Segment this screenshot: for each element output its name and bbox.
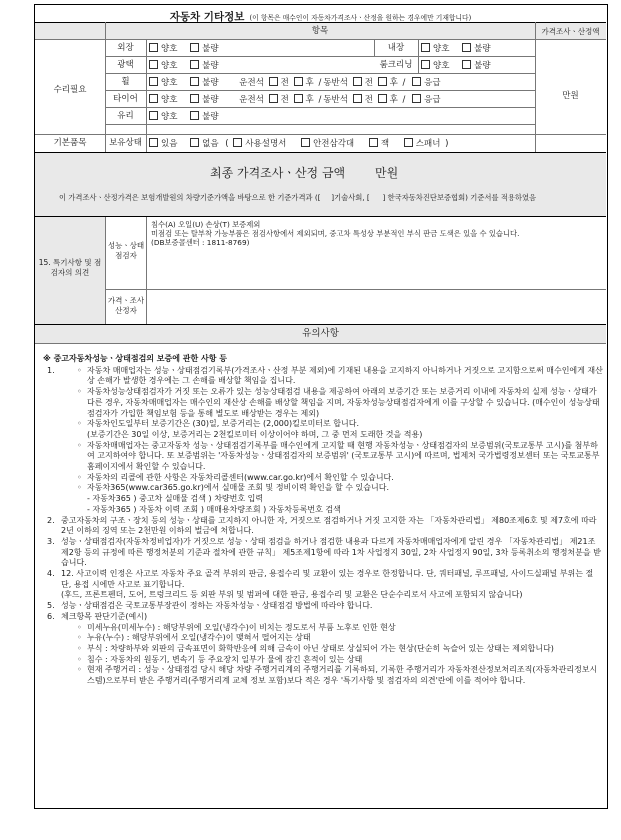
- special-line-1: 침수(A) 오일(U) 손상(T) 보증제외: [151, 220, 261, 229]
- manual-label: 사용설명서: [245, 139, 287, 149]
- notice-6-text: 체크항목 판단기준(예시): [61, 611, 148, 621]
- gloss-bad-checkbox[interactable]: [190, 60, 199, 69]
- final-price-desc: [59, 192, 536, 203]
- notice-2-text: 중고자동차의 구조ㆍ장치 등의 성능ㆍ상태를 고지하지 아니한 자, 거짓으로 점검하거나 거짓 고지한 자는 「자동차관리법」 제80조제6호 및 제7호에 따라 2년 이하의 징역 또는 2천만원 이하의 벌금에 처합니다.: [61, 515, 597, 536]
- front-label: 전: [364, 78, 373, 88]
- notice-item-4: [43, 569, 603, 601]
- jack-label: 잭: [380, 139, 390, 149]
- header-price: 가격조사ㆍ산정액: [541, 27, 600, 36]
- item-number: 3.: [47, 536, 55, 546]
- price-won-label: 만원: [562, 91, 579, 101]
- emergency-label: 응급: [424, 78, 441, 88]
- item-number: 4.: [47, 569, 55, 579]
- bad-label: 불량: [202, 95, 219, 105]
- room-cleaning-checks: [419, 60, 491, 72]
- equip-label: 보유상태: [109, 138, 142, 148]
- sheet-title: 자동차 기타정보: [169, 11, 245, 23]
- bad-label: 불량: [474, 61, 491, 71]
- wheel-driver-front-checkbox[interactable]: [269, 77, 278, 86]
- good-label: 양호: [161, 44, 178, 54]
- front-label: 전: [280, 78, 289, 88]
- paren-close: ): [445, 139, 449, 149]
- driver-seat-label: 운전석: [239, 95, 264, 105]
- good-label: 양호: [433, 44, 450, 54]
- tire-checks: [147, 94, 441, 106]
- wheel-checks: [147, 77, 441, 89]
- basic-label: 기본품목: [53, 138, 87, 148]
- slash: /: [402, 95, 406, 105]
- gloss-good-checkbox[interactable]: [149, 60, 158, 69]
- row-label-interior: 내장: [387, 43, 405, 53]
- price-assessor-label: 가격ㆍ조사 산정자: [107, 296, 145, 315]
- notice-item-2: [43, 516, 603, 537]
- row-label-glass: 유리: [117, 111, 134, 121]
- good-label: 양호: [161, 61, 178, 71]
- rear-label: 후: [389, 95, 398, 105]
- item-number: 2.: [47, 515, 55, 525]
- tire-good-checkbox[interactable]: [149, 94, 158, 103]
- notice-3-text: 성능ㆍ상태점검자(자동차정비업자)가 거짓으로 성능ㆍ상태 점검을 하거나 점검한 내용과 다르게 자동차매매업자에게 알린 경우 「자동차관리법」 제21조제2항 등의 규정에 따른 행정처분의 기준과 절차에 관한 규칙」 제5조제1항에 따라 1차 사업정지 30일, 2차 사업정지 90일, 3차 등록취소의 행정처분을 받습니다.: [61, 536, 601, 568]
- wheel-emergency-checkbox[interactable]: [412, 77, 421, 86]
- rear-label: 후: [305, 95, 314, 105]
- item-number: 1.: [47, 365, 55, 375]
- room-cleaning-bad-checkbox[interactable]: [462, 60, 471, 69]
- final-desc-part3: ] 한국자동차진단보증협회) 기준서를 적용하였음: [382, 193, 537, 202]
- notice-5-text: 성능ㆍ상태점검은 국토교통부장관이 정하는 자동차성능ㆍ상태점검 방법에 따라야 합니다.: [61, 601, 373, 611]
- item-number: 6.: [47, 611, 55, 621]
- repair-label: 수리필요: [53, 85, 87, 95]
- row-label-tire: 타이어: [113, 94, 138, 104]
- notice-6-bullet-4: 침수 : 자동차의 원동기, 변속기 등 주요장치 일부가 물에 잠긴 흔적이 있는 상태: [87, 654, 363, 664]
- item-number: 5.: [47, 601, 55, 611]
- notice-item-6: 6. 체크항목 판단기준(예시) ◦ 미세누유(미세누수) : 해당부위에 오일(냉각수)이 비치는 정도로서 부품 노후로 인한 현상 ◦ 누유(누수) : 해당부위에서 오일(냉각수)이 맺혀서 떨어지는 상태 ◦ 부식 : 차량하부와 외판의 금속표면이 화학반응에 의해 금속이 아닌 상태로 상실되어 가는 현상(단순히 녹슬어 있는 상태는 제외합니다) ◦ 침수 : 자동차의 원동기, 변속기 등 주요장치 일부가 물에 잠긴 흔적이 있는 상태 ◦ 현재 주행거리 : 성능ㆍ상태점검 당시 해당 차량 주행거리계의 주행거리를 기록하되, 기록한 주행거리가 자동차전산정보처리조직(자동차관리정보시스템)으로부터 받은 주행거리(주행거리계 교체 정보 포함)보다 적은 경우 '특기사항 및 점검자의 의견'란에 이를 적어야 합니다.: [43, 612, 603, 687]
- equip-none-checkbox[interactable]: [190, 138, 199, 147]
- notice-1-bullet-1: 자동차 매매업자는 성능ㆍ상태점검기록부(가격조사ㆍ산정 부분 제외)에 기재된 내용을 고지하지 아니하거나 거짓으로 고지함으로써 매수인에게 재산상 손해가 발생한 경우에는 그 손해를 배상할 책임을 집니다.: [87, 365, 603, 386]
- bad-label: 불량: [202, 44, 219, 54]
- triangle-label: 안전삼각대: [313, 139, 355, 149]
- final-price-block: [35, 153, 606, 216]
- perf-inspector-label: 성능ㆍ상태 점검자: [107, 241, 145, 260]
- front-label: 전: [280, 95, 289, 105]
- special-line-2: 미점검 또는 탈부착 가능부품은 점검사항에서 제외되며, 중고차 특성상 부분적인 부식 판금 도색은 있을 수 있습니다.: [151, 229, 520, 238]
- good-label: 양호: [161, 78, 178, 88]
- spanner-checkbox[interactable]: [404, 138, 413, 147]
- wheel-passenger-rear-checkbox[interactable]: [378, 77, 387, 86]
- wheel-bad-checkbox[interactable]: [190, 77, 199, 86]
- spanner-label: 스패너: [415, 139, 441, 149]
- interior-bad-checkbox[interactable]: [462, 43, 471, 52]
- notice-6-bullet-1: 미세누유(미세누수) : 해당부위에 오일(냉각수)이 비치는 정도로서 부품 노후로 인한 현상: [87, 622, 396, 632]
- tire-passenger-front-checkbox[interactable]: [353, 94, 362, 103]
- bad-label: 불량: [202, 78, 219, 88]
- header-items: 항목: [311, 26, 329, 36]
- interior-checks: [419, 43, 491, 55]
- row-label-gloss: 광택: [117, 60, 134, 70]
- tire-passenger-rear-checkbox[interactable]: [378, 94, 387, 103]
- front-label: 전: [364, 95, 373, 105]
- exterior-good-checkbox[interactable]: [149, 43, 158, 52]
- paren-open: (: [225, 139, 229, 149]
- room-cleaning-good-checkbox[interactable]: [421, 60, 430, 69]
- glass-checks: [147, 111, 219, 123]
- notice-title: 유의사항: [302, 328, 339, 339]
- glass-good-checkbox[interactable]: [149, 111, 158, 120]
- notice-4-text: 12. 사고이력 인정은 사고로 자동차 주요 골격 부위의 판금, 용접수리 및 교환이 있는 경우로 한정합니다. 단, 쿼터패널, 루프패널, 사이드실패널 부위는 절단, 용접 시에만 사고로 표기합니다. (후드, 프론트펜더, 도어, 트렁크리드 등 외판 부위 및 범퍼에 대한 판금, 용접수리 및 교환은 단순수리로서 사고에 포함되지 않습니다): [61, 569, 594, 600]
- wheel-good-checkbox[interactable]: [149, 77, 158, 86]
- final-price-heading: [210, 166, 398, 181]
- row-label-room-cleaning: 룸크리닝: [379, 60, 413, 70]
- equip-checks: [147, 138, 448, 150]
- notice-1-bullet-5: 자동차의 리콜에 관한 사항은 자동차리콜센터(www.car.go.kr)에서 확인할 수 있습니다.: [87, 472, 394, 482]
- notice-head: ※ 중고자동차성능ㆍ상태점검의 보증에 관한 사항 등: [43, 354, 227, 363]
- notice-item-3: [43, 537, 603, 569]
- notice-1-bullet-2: 자동차성능상태점검자가 거짓 또는 오류가 있는 성능상태점검 내용을 제공하여 아래의 보증기간 또는 보증거리 이내에 자동차의 실제 성능ㆍ상태가 다른 경우, 자동차매매업자는 매수인의 재산상 손해를 배상할 책임을 지며, 자동차성능상태점검자에게 이를 구상할 수 있습니다. (매수인이 성능상태점검자가 가입한 책임보험 등을 통해 별도로 배상받는 경우는 제외): [87, 387, 600, 418]
- exterior-bad-checkbox[interactable]: [190, 43, 199, 52]
- tire-emergency-checkbox[interactable]: [412, 94, 421, 103]
- good-label: 양호: [433, 61, 450, 71]
- inspection-sheet: [34, 4, 608, 809]
- notice-1-bullet-3: 자동차인도일부터 보증기간은 (30)일, 보증거리는 (2,000)킬로미터로 합니다. (보증기간은 30일 이상, 보증거리는 2천킬로미터 이상이어야 하며, 그 중 먼저 도래한 것을 적용): [87, 419, 423, 439]
- notice-6-bullet-5: 현재 주행거리 : 성능ㆍ상태점검 당시 해당 차량 주행거리계의 주행거리를 기록하되, 기록한 주행거리가 자동차전산정보처리조직(자동차관리정보시스템)으로부터 받은 주행거리(주행거리계 교체 정보 포함)보다 적은 경우 '특기사항 및 점검자의 의견'란에 이를 적어야 합니다.: [87, 665, 598, 686]
- interior-good-checkbox[interactable]: [421, 43, 430, 52]
- jack-checkbox[interactable]: [369, 138, 378, 147]
- final-desc-part1: 이 가격조사ㆍ산정가격은 보험개발원의 차량기준가액을 바탕으로 한 기준가격과 ([: [59, 193, 321, 202]
- slash: /: [402, 78, 406, 88]
- row-label-exterior: 외장: [117, 43, 134, 53]
- emergency-label: 응급: [424, 95, 441, 105]
- notice-6-bullet-2: 누유(누수) : 해당부위에서 오일(냉각수)이 맺혀서 떨어지는 상태: [87, 633, 311, 643]
- exists-label: 있음: [161, 139, 178, 149]
- glass-bad-checkbox[interactable]: [190, 111, 199, 120]
- slash: /: [318, 95, 322, 105]
- good-label: 양호: [161, 95, 178, 105]
- notice-item-5: [43, 601, 603, 612]
- notice-6-bullet-3: 부식 : 차량하부와 외판의 금속표면이 화학반응에 의해 금속이 아닌 상태로 상실되어 가는 현상(단순히 녹슬어 있는 상태는 제외합니다): [87, 643, 554, 653]
- notice-1-bullet-4: 자동차매매업자는 중고자동차 성능ㆍ상태점검기록부를 매수인에게 고지할 때 현행 자동차성능ㆍ상태점검자의 보증범위(국토교통부 고시)를 첨부하여 고지하여야 합니다. 또 보증범위는 '자동차성능ㆍ상태점검자의 보증범위' (국토교통부 고시)에 따르며, 법제처 국가법령정보센터 또는 국토교통부 홈페이지에서 확인할 수 있습니다.: [87, 440, 600, 472]
- tire-bad-checkbox[interactable]: [190, 94, 199, 103]
- final-desc-part2: ]기술사회, [: [331, 193, 370, 202]
- bad-label: 불량: [202, 112, 219, 122]
- wheel-driver-rear-checkbox[interactable]: [294, 77, 303, 86]
- final-price-unit: 만원: [374, 166, 399, 180]
- row-label-wheel: 휠: [121, 77, 130, 87]
- sheet-title-note: (이 항목은 매수인이 자동차가격조사ㆍ산정을 원하는 경우에만 기재합니다): [249, 14, 472, 22]
- rear-label: 후: [389, 78, 398, 88]
- triangle-checkbox[interactable]: [301, 138, 310, 147]
- special-section-title: 15. 특기사항 및 점검자의 의견: [38, 258, 102, 277]
- tire-driver-front-checkbox[interactable]: [269, 94, 278, 103]
- equip-exists-checkbox[interactable]: [149, 138, 158, 147]
- passenger-seat-label: 동반석: [323, 95, 348, 105]
- notice-body: [43, 354, 603, 687]
- manual-checkbox[interactable]: [233, 138, 242, 147]
- exterior-checks: [147, 43, 219, 55]
- rear-label: 후: [305, 78, 314, 88]
- gloss-checks: [147, 60, 219, 72]
- final-price-title: 최종 가격조사ㆍ산정 금액: [210, 166, 346, 180]
- tire-driver-rear-checkbox[interactable]: [294, 94, 303, 103]
- title-row: [35, 5, 606, 22]
- notice-1-bullet-6: 자동차365(www.car365.go.kr)에서 실매물 조회 및 정비이력 확인을 할 수 있습니다. - 자동차365 ) 중고차 실매물 검색 ) 차량번호 입력 - 자동차365 ) 자동차 이력 조회 ) 매매용차량조회 ) 자동차등록번호 검색: [87, 483, 390, 514]
- notice-item-1: 1. ◦ 자동차 매매업자는 성능ㆍ상태점검기록부(가격조사ㆍ산정 부분 제외)에 기재된 내용을 고지하지 아니하거나 거짓으로 고지함으로써 매수인에게 재산상 손해가 발생한 경우에는 그 손해를 배상할 책임을 집니다. ◦ 자동차성능상태점검자가 거짓 또는 오류가 있는 성능상태점검 내용을 제공하여 아래의 보증기간 또는 보증거리 이내에 자동차의 실제 성능ㆍ상태가 다른 경우, 자동차매매업자는 매수인의 재산상 손해를 배상할 책임을 지며, 자동차성능상태점검자에게 이를 구상할 수 있습니다. (매수인이 성능상태점검자가 가입한 책임보험 등을 통해 별도로 배상받는 경우는 제외) ◦ 자동차인도일부터 보증기간은 (30)일, 보증거리는 (2,000)킬로미터로 합니다. (보증기간은 30일 이상, 보증거리는 2천킬로미터 이상이어야 하며, 그 중 먼저 도래한 것을 적용) ◦ 자동차매매업자는 중고자동차 성능ㆍ상태점검기록부를 매수인에게 고지할 때 현행 자동차성능ㆍ상태점검자의 보증범위(국토교통부 고시)를 첨부하여 고지하여야 합니다. 또 보증범위는 '자동차성능ㆍ상태점검자의 보증범위' (국토교통부 고시)에 따르며, 법제처 국가법령정보센터 또는 국토교통부 홈페이지에서 확인할 수 있습니다. ◦ 자동차의 리콜에 관한 사항은 자동차리콜센터(www.car.go.kr)에서 확인할 수 있습니다. ◦ 자동차365(www.car365.go.kr)에서 실매물 조회 및 정비이력 확인을 할 수 있습니다. - 자동차365 ) 중고차 실매물 검색 ) 차량번호 입력 - 자동차365 ) 자동차 이력 조회 ) 매매용차량조회 ) 자동차등록번호 검색: [43, 366, 603, 516]
- special-line-3: (DB보증콜센터 : 1811-8769): [151, 238, 250, 247]
- driver-seat-label: 운전석: [239, 78, 264, 88]
- bad-label: 불량: [202, 61, 219, 71]
- passenger-seat-label: 동반석: [323, 78, 348, 88]
- good-label: 양호: [161, 112, 178, 122]
- slash: /: [318, 78, 322, 88]
- bad-label: 불량: [474, 44, 491, 54]
- wheel-passenger-front-checkbox[interactable]: [353, 77, 362, 86]
- none-label: 없음: [202, 139, 219, 149]
